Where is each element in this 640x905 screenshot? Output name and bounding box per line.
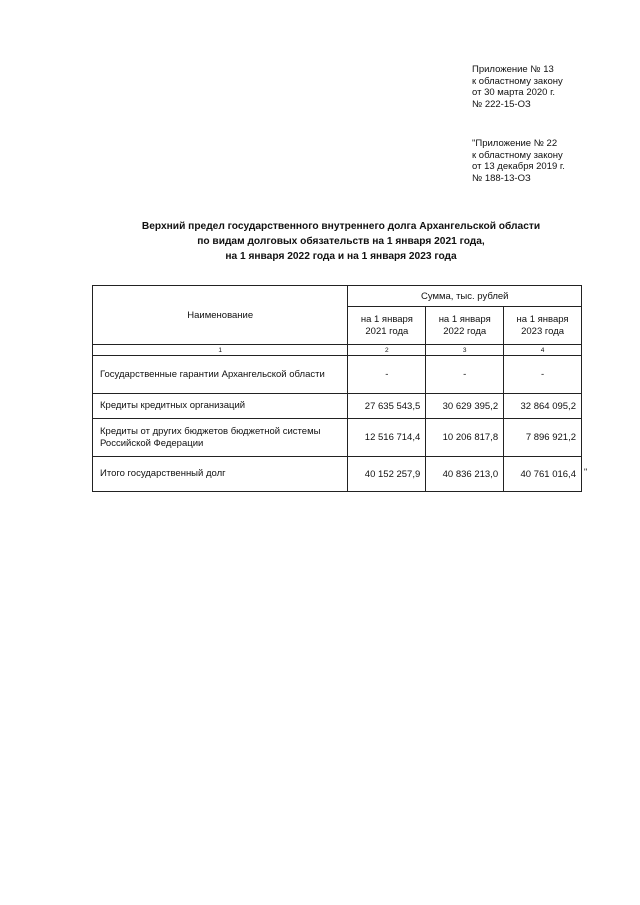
annex-previous-line-1: "Приложение № 22 [472,138,558,149]
column-number: 4 [504,345,582,356]
cell-value: 12 516 714,4 [348,419,426,457]
header-year-2023 [504,307,582,345]
cell-value: 32 864 095,2 [504,394,582,419]
cell-value: 27 635 543,5 [348,394,426,419]
total-value: 40 836 213,0 [426,457,504,492]
year-2021-line-2: 2021 года [365,325,409,337]
cell-value: 30 629 395,2 [426,394,504,419]
row-name-guarantees: Государственные гарантии Архангельской области [93,356,348,394]
title-line-1: Верхний предел государственного внутреннего долга Архангельской области [141,221,541,232]
year-2021-line-1: на 1 января [360,313,413,325]
total-value: 40 152 257,9 [348,457,426,492]
table-header-row [93,286,582,307]
total-value: 40 761 016,4 [504,457,582,492]
row-name-bank-credits: Кредиты кредитных организаций [93,394,348,419]
annex-previous-line-2: к областному закону [472,149,563,161]
table-total-row [93,457,582,492]
column-number: 1 [93,345,348,356]
column-number-row [93,345,582,356]
row-name-budget-credits: Кредиты от других бюджетов бюджетной системы Российской Федерации [93,419,348,457]
year-2022-line-1: на 1 января [438,313,491,325]
year-2022-line-2: 2022 года [443,325,487,337]
column-number: 2 [348,345,426,356]
closing-quote: " [584,467,588,477]
annex-current-line-2: к областному закону [472,75,563,87]
document-title [92,219,590,264]
year-2023-line-2: 2023 года [521,325,565,337]
debt-table [92,285,582,492]
annex-previous-line-4: № 188-13-ОЗ [472,172,531,184]
header-name: Наименование [93,286,348,345]
header-year-2022 [426,307,504,345]
header-year-2021 [348,307,426,345]
header-sum: Сумма, тыс. рублей [348,286,582,307]
cell-value: - [348,356,426,394]
annex-previous-reference [472,138,565,184]
title-line-2: по видам долговых обязательств на 1 января 2021 года, [197,236,485,247]
annex-current-line-1: Приложение № 13 [472,64,554,75]
table-row [93,356,582,394]
title-line-3: на 1 января 2022 года и на 1 января 2023 года [225,251,457,262]
year-2023-line-1: на 1 января [516,313,569,325]
table-row [93,394,582,419]
row-name-total: Итого государственный долг [93,457,348,492]
cell-value: - [504,356,582,394]
cell-value: - [426,356,504,394]
cell-value: 7 896 921,2 [504,419,582,457]
annex-previous-line-3: от 13 декабря 2019 г. [472,161,565,173]
annex-current-reference [472,64,563,110]
table-row [93,419,582,457]
cell-value: 10 206 817,8 [426,419,504,457]
annex-current-line-3: от 30 марта 2020 г. [472,87,556,99]
annex-current-line-4: № 222-15-ОЗ [472,98,531,110]
column-number: 3 [426,345,504,356]
